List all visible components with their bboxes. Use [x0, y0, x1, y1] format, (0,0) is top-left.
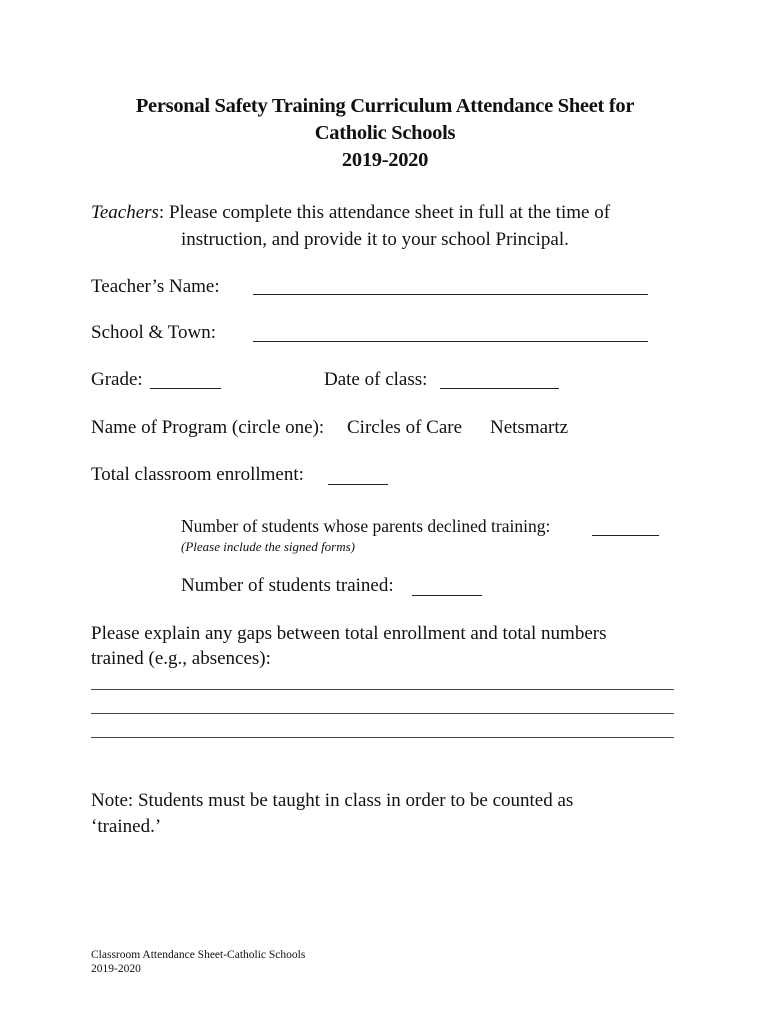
enrollment-label: Total classroom enrollment:: [91, 464, 304, 485]
trained-field[interactable]: [412, 595, 482, 596]
footer-line-2: 2019-2020: [91, 963, 141, 975]
explain-line-1: Please explain any gaps between total enrollment and total numbers: [91, 623, 607, 644]
instructions-text-1: : Please complete this attendance sheet in full at the time of: [158, 202, 611, 223]
document-title-line-2: Catholic Schools: [314, 122, 456, 144]
explain-answer-line-1[interactable]: [91, 689, 674, 690]
footer-line-1: Classroom Attendance Sheet-Catholic Schools: [91, 949, 306, 961]
program-option-netsmartz[interactable]: Netsmartz: [490, 417, 569, 438]
instructions-line-1: [91, 201, 610, 225]
declined-label: Number of students whose parents declined training:: [181, 516, 551, 536]
document-title-line-3: 2019-2020: [341, 149, 429, 171]
grade-label: Grade:: [91, 369, 143, 390]
instructions-lead: Teachers: [91, 202, 159, 223]
note-line-2: ‘trained.’: [91, 816, 162, 837]
instructions-line-2: instruction, and provide it to your school Principal.: [181, 229, 569, 250]
grade-field[interactable]: [150, 388, 221, 389]
document-title-line-1: Personal Safety Training Curriculum Attendance Sheet for: [135, 95, 635, 117]
program-option-circles-of-care[interactable]: Circles of Care: [347, 417, 463, 438]
trained-label: Number of students trained:: [181, 575, 394, 596]
date-field[interactable]: [440, 388, 559, 389]
explain-answer-line-3[interactable]: [91, 737, 674, 738]
teacher-name-field[interactable]: [253, 294, 648, 295]
enrollment-field[interactable]: [328, 484, 388, 485]
declined-note: (Please include the signed forms): [181, 539, 356, 554]
declined-field[interactable]: [592, 535, 659, 536]
note-line-1: Note: Students must be taught in class in order to be counted as: [91, 790, 574, 811]
program-label: Name of Program (circle one):: [91, 417, 325, 438]
explain-answer-line-2[interactable]: [91, 713, 674, 714]
school-town-field[interactable]: [253, 341, 648, 342]
date-label: Date of class:: [324, 369, 428, 390]
school-town-label: School & Town:: [91, 322, 216, 343]
teacher-name-label: Teacher’s Name:: [91, 276, 220, 297]
explain-line-2: trained (e.g., absences):: [91, 648, 271, 669]
